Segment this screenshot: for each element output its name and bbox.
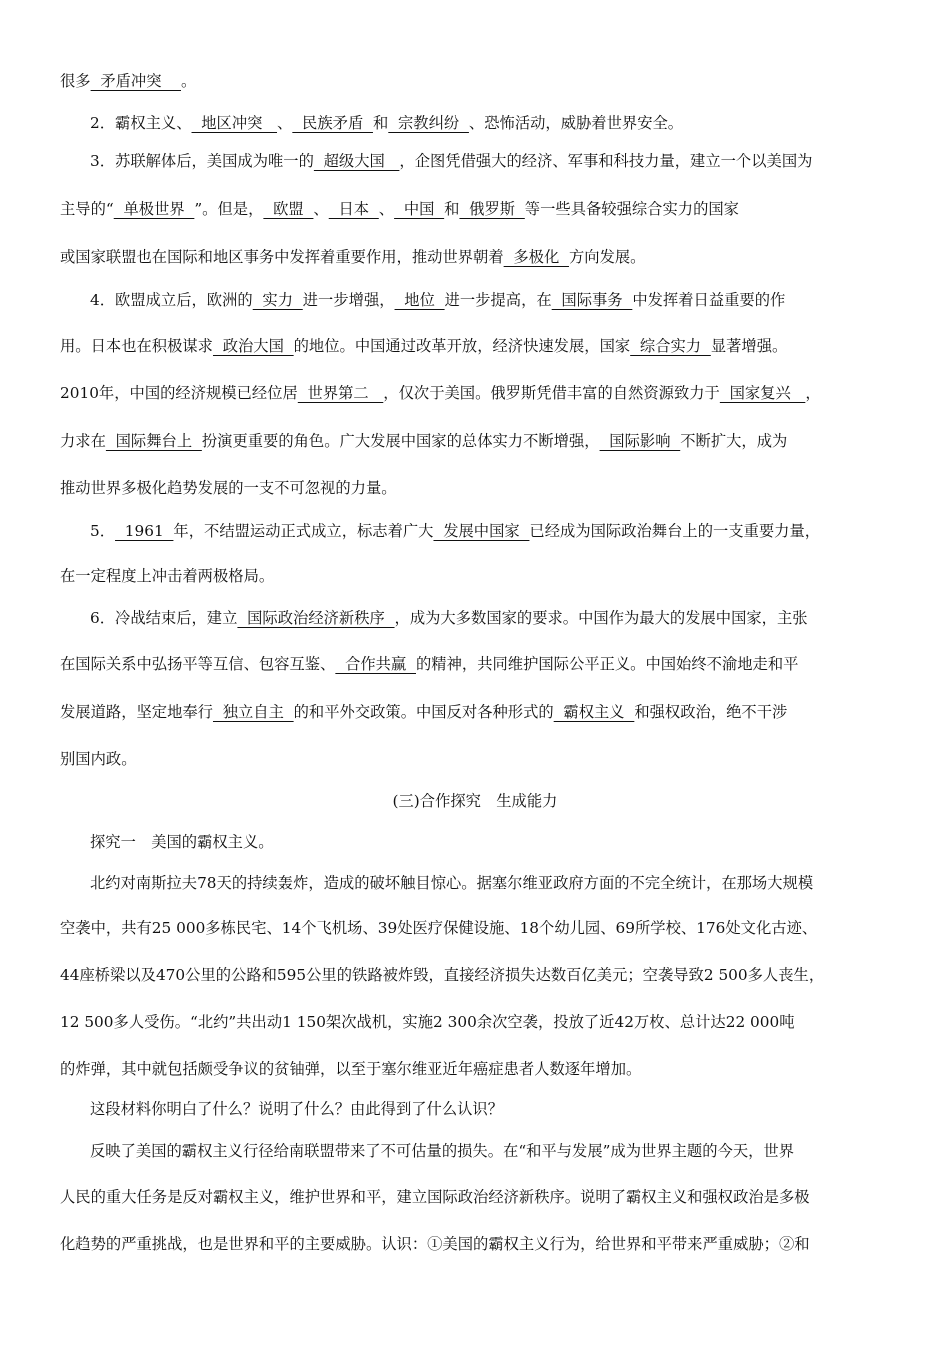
text-segment: 的精神，共同维护国际公平正义。中国始终不渝地走和平 xyxy=(416,655,799,673)
text-segment: 5． xyxy=(90,522,116,540)
answer-blank: 世界第二 xyxy=(297,384,384,402)
answer-blank: 中国 xyxy=(394,200,445,218)
answer-blank: 国际舞台上 xyxy=(105,432,202,450)
text-segment: 的炸弹，其中就包括颇受争议的贫铀弹，以至于塞尔维亚近年癌症患者人数逐年增加。 xyxy=(60,1060,642,1078)
text-segment: 主导的“ xyxy=(60,200,114,218)
text-line xyxy=(0,1186,920,1208)
section-heading xyxy=(0,790,950,812)
text-line xyxy=(0,1140,920,1162)
text-line xyxy=(0,917,920,939)
text-line xyxy=(0,565,920,587)
text-segment: 北约对南斯拉夫78天的持续轰炸，造成的破坏触目惊心。据塞尔维亚政府方面的不完全统计，在那场大规模 xyxy=(90,874,814,892)
text-line xyxy=(0,964,920,986)
text-line xyxy=(0,520,920,542)
answer-blank: 独立自主 xyxy=(212,703,294,721)
text-segment: 这段材料你明白了什么？说明了什么？由此得到了什么认识？ xyxy=(90,1100,504,1118)
answer-blank: 地位 xyxy=(394,291,445,309)
text-line xyxy=(0,1058,920,1080)
text-segment: 的地位。中国通过改革开放，经济快速发展，国家 xyxy=(293,337,631,355)
answer-blank: 1961 xyxy=(115,522,174,540)
text-segment: 的和平外交政策。中国反对各种形式的 xyxy=(293,703,554,721)
answer-blank: 霸权主义 xyxy=(553,703,635,721)
text-segment: 发展道路，坚定地奉行 xyxy=(60,703,213,721)
answer-blank: 宗教纠纷 xyxy=(388,114,469,132)
text-line xyxy=(0,70,920,92)
answer-blank: 欧盟 xyxy=(263,200,314,218)
text-line xyxy=(0,430,920,452)
text-line xyxy=(0,246,920,268)
text-segment: ”。但是， xyxy=(194,200,264,218)
text-line xyxy=(0,335,920,357)
text-line xyxy=(0,150,920,172)
answer-blank: 综合实力 xyxy=(630,337,711,355)
text-line xyxy=(0,1011,920,1033)
text-segment: 力求在 xyxy=(60,432,106,450)
text-line xyxy=(0,607,920,629)
text-segment: ，企图凭借强大的经济、军事和科技力量，建立一个以美国为 xyxy=(399,152,813,170)
text-segment: 扮演更重要的角色。广大发展中国家的总体实力不断增强， xyxy=(201,432,600,450)
text-line xyxy=(0,1098,920,1120)
text-line xyxy=(0,831,920,853)
answer-blank: 国际政治经济新秩序 xyxy=(237,609,395,627)
answer-blank: 政治大国 xyxy=(212,337,294,355)
answer-blank: 国家复兴 xyxy=(719,384,806,402)
text-segment: 等一些具备较强综合实力的国家 xyxy=(524,200,739,218)
answer-blank: 民族矛盾 xyxy=(292,114,373,132)
text-segment: 不断扩大，成为 xyxy=(680,432,788,450)
text-segment: 已经成为国际政治舞台上的一支重要力量， xyxy=(529,522,821,540)
text-line xyxy=(0,653,920,675)
text-line xyxy=(0,198,920,220)
text-segment: ，仅次于美国。俄罗斯凭借丰富的自然资源致力于 xyxy=(383,384,720,402)
answer-blank: 合作共赢 xyxy=(335,655,416,673)
text-segment: 用。日本也在积极谋求 xyxy=(60,337,213,355)
text-line xyxy=(0,382,920,404)
text-segment: 人民的重大任务是反对霸权主义，维护世界和平，建立国际政治经济新秩序。说明了霸权主义和强权政治是多极 xyxy=(60,1188,810,1206)
text-segment: 很多 xyxy=(60,72,91,90)
text-line xyxy=(0,289,920,311)
text-segment: 探究一 美国的霸权主义。 xyxy=(90,833,274,851)
text-segment: 、 xyxy=(378,200,395,218)
text-line xyxy=(0,477,920,499)
answer-blank: 矛盾冲突 xyxy=(90,72,181,90)
answer-blank: 国际影响 xyxy=(599,432,681,450)
text-segment: 、 xyxy=(277,114,293,132)
text-segment: 显著增强。 xyxy=(710,337,788,355)
text-line xyxy=(0,112,920,134)
text-segment: 2．霸权主义、 xyxy=(90,114,192,132)
text-segment: (三)合作探究 生成能力 xyxy=(392,792,558,810)
text-segment: 化趋势的严重挑战，也是世界和平的主要威胁。认识：①美国的霸权主义行为，给世界和平带来严重威胁；②和 xyxy=(60,1235,810,1253)
text-segment: 推动世界多极化趋势发展的一支不可忽视的力量。 xyxy=(60,479,397,497)
text-segment: 、恐怖活动，威胁着世界安全。 xyxy=(468,114,684,132)
text-line xyxy=(0,748,920,770)
text-segment: 空袭中，共有25 000多栋民宅、14个飞机场、39处医疗保健设施、18个幼儿园、69所学校、176处文化古迹、 xyxy=(60,919,818,937)
text-line xyxy=(0,701,920,723)
text-segment: 12 500多人受伤。“北约”共出动1 150架次战机，实施2 300余次空袭，投放了近42万枚、总计达22 000吨 xyxy=(60,1013,795,1031)
text-segment: ， xyxy=(805,384,821,402)
text-segment: 中发挥着日益重要的作 xyxy=(632,291,786,309)
answer-blank: 日本 xyxy=(328,200,379,218)
text-segment: 2010年，中国的经济规模已经位居 xyxy=(60,384,298,402)
answer-blank: 地区冲突 xyxy=(191,114,278,132)
text-segment: ，成为大多数国家的要求。中国作为最大的发展中国家，主张 xyxy=(394,609,808,627)
text-segment: 或国家联盟也在国际和地区事务中发挥着重要作用，推动世界朝着 xyxy=(60,248,504,266)
text-segment: 进一步提高，在 xyxy=(444,291,552,309)
text-segment: 方向发展。 xyxy=(568,248,646,266)
answer-blank: 单极世界 xyxy=(113,200,195,218)
answer-blank: 俄罗斯 xyxy=(459,200,525,218)
text-segment: 、 xyxy=(313,200,329,218)
text-segment: 和 xyxy=(444,200,460,218)
answer-blank: 国际事务 xyxy=(551,291,633,309)
text-segment: 44座桥梁以及470公里的公路和595公里的铁路被炸毁，直接经济损失达数百亿美元；空袭导致2 500多人丧生， xyxy=(60,966,825,984)
text-segment: 反映了美国的霸权主义行径给南联盟带来了不可估量的损失。在“和平与发展”成为世界主题的今天，世界 xyxy=(90,1142,795,1160)
answer-blank: 实力 xyxy=(252,291,303,309)
text-line xyxy=(0,1233,920,1255)
text-segment: 和 xyxy=(372,114,389,132)
text-segment: 在一定程度上冲击着两极格局。 xyxy=(60,567,275,585)
text-segment: 年，不结盟运动正式成立，标志着广大 xyxy=(173,522,434,540)
text-segment: 3．苏联解体后，美国成为唯一的 xyxy=(90,152,314,170)
answer-blank: 超级大国 xyxy=(313,152,400,170)
text-segment: 和强权政治，绝不干涉 xyxy=(634,703,788,721)
text-segment: 别国内政。 xyxy=(60,750,137,768)
text-segment: 在国际关系中弘扬平等互信、包容互鉴、 xyxy=(60,655,336,673)
answer-blank: 多极化 xyxy=(503,248,569,266)
text-segment: 6．冷战结束后，建立 xyxy=(90,609,238,627)
answer-blank: 发展中国家 xyxy=(433,522,530,540)
text-line xyxy=(0,872,920,894)
text-segment: 。 xyxy=(180,72,197,90)
text-segment: 4．欧盟成立后，欧洲的 xyxy=(90,291,253,309)
text-segment: 进一步增强， xyxy=(302,291,395,309)
